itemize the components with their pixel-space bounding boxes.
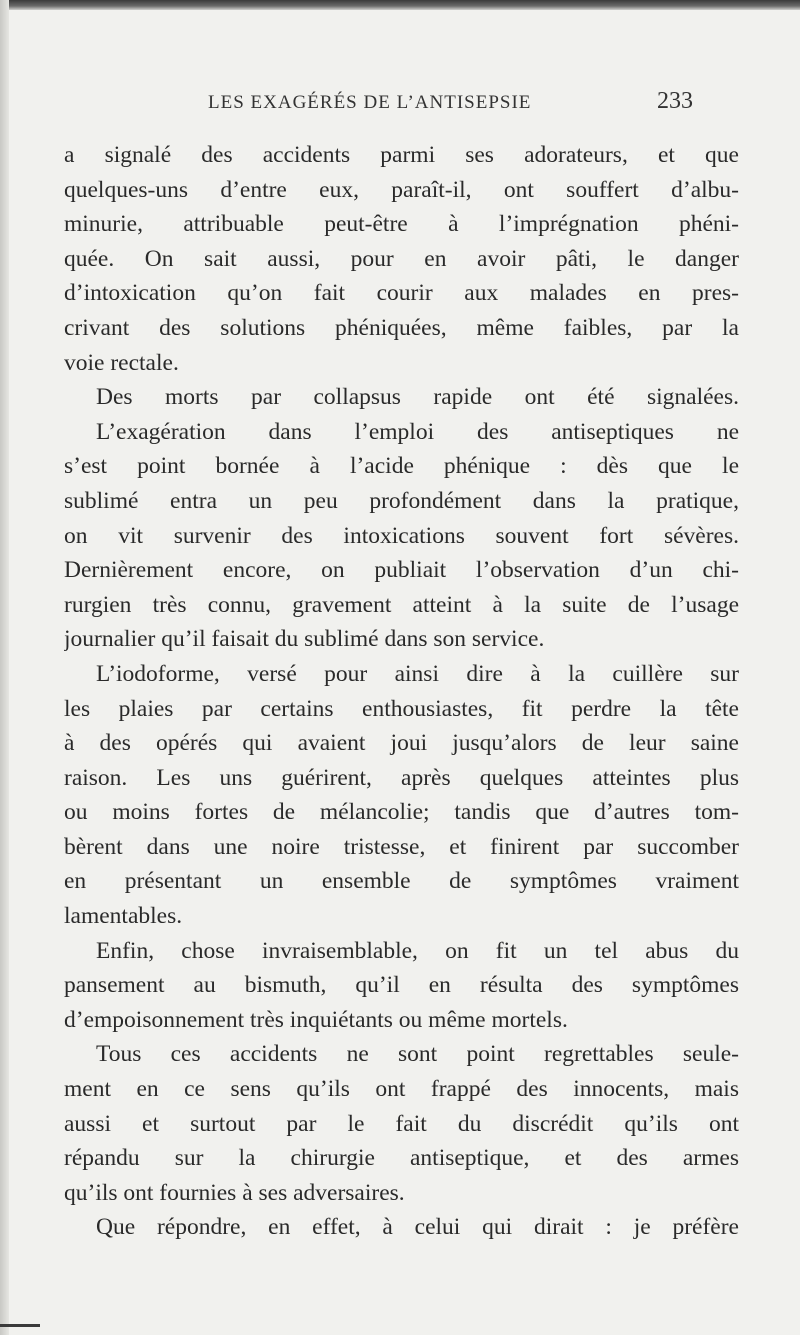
text-line: qu’ils ont fournies à ses adversaires. [64, 1179, 405, 1206]
text-line: on vit survenir des intoxications souvent fort sévères. [64, 522, 739, 549]
text-line: Des morts par collapsus rapide ont été signalées. [96, 384, 739, 411]
text-line: Tous ces accidents ne sont point regrettables seule- [96, 1041, 739, 1068]
text-line: sublimé entra un peu profondément dans la pratique, [64, 487, 739, 514]
text-line: en présentant un ensemble de symptômes vraiment [64, 868, 739, 895]
text-line: minurie, attribuable peut-être à l’imprégnation phéni- [64, 211, 739, 238]
text-line: quée. On sait aussi, pour en avoir pâti, le danger [64, 245, 739, 272]
page-number: 233 [657, 88, 693, 114]
text-line: voie rectale. [64, 349, 179, 376]
scan-top-edge [0, 0, 800, 10]
text-line: journalier qu’il faisait du sublimé dans son service. [64, 626, 545, 653]
text-line: crivant des solutions phéniquées, même faibles, par la [64, 314, 739, 341]
text-line: s’est point bornée à l’acide phénique : dès que le [64, 453, 739, 480]
page-binding-edge [0, 0, 9, 1335]
page-header [0, 86, 800, 126]
text-line: pansement au bismuth, qu’il en résulta des symptômes [64, 972, 739, 999]
text-line: raison. Les uns guérirent, après quelques atteintes plus [64, 764, 739, 791]
text-line: ou moins fortes de mélancolie; tandis que d’autres tom- [64, 799, 739, 826]
text-line: à des opérés qui avaient joui jusqu’alors de leur saine [64, 730, 739, 757]
text-line: les plaies par certains enthousiastes, fit perdre la tête [64, 695, 739, 722]
text-line: Que répondre, en effet, à celui qui dirait : je préfère [96, 1214, 739, 1241]
text-line: L’exagération dans l’emploi des antiseptiques ne [96, 418, 739, 445]
scan-bottom-mark [0, 1324, 40, 1327]
text-line: bèrent dans une noire tristesse, et finirent par succomber [64, 833, 739, 860]
text-line: lamentables. [64, 903, 183, 930]
text-line: Enfin, chose invraisemblable, on fit un tel abus du [96, 937, 739, 964]
text-line: d’intoxication qu’on fait courir aux malades en pres- [64, 280, 739, 307]
text-line: L’iodoforme, versé pour ainsi dire à la cuillère sur [96, 660, 739, 687]
text-line: rurgien très connu, gravement atteint à la suite de l’usage [64, 591, 739, 618]
text-line: a signalé des accidents parmi ses adorateurs, et que [64, 142, 739, 168]
text-line: aussi et surtout par le fait du discrédit qu’ils ont [64, 1110, 739, 1137]
text-line: d’empoisonnement très inquiétants ou même mortels. [64, 1006, 568, 1033]
running-title: LES EXAGÉRÉS DE L’ANTISEPSIE [208, 92, 532, 113]
text-line: ment en ce sens qu’ils ont frappé des innocents, mais [64, 1076, 739, 1103]
body-text [64, 138, 739, 1245]
text-line: répandu sur la chirurgie antiseptique, et des armes [64, 1145, 739, 1172]
text-line: quelques-uns d’entre eux, paraît-il, ont souffert d’albu- [64, 176, 739, 203]
text-line: Dernièrement encore, on publiait l’observation d’un chi- [64, 557, 739, 584]
